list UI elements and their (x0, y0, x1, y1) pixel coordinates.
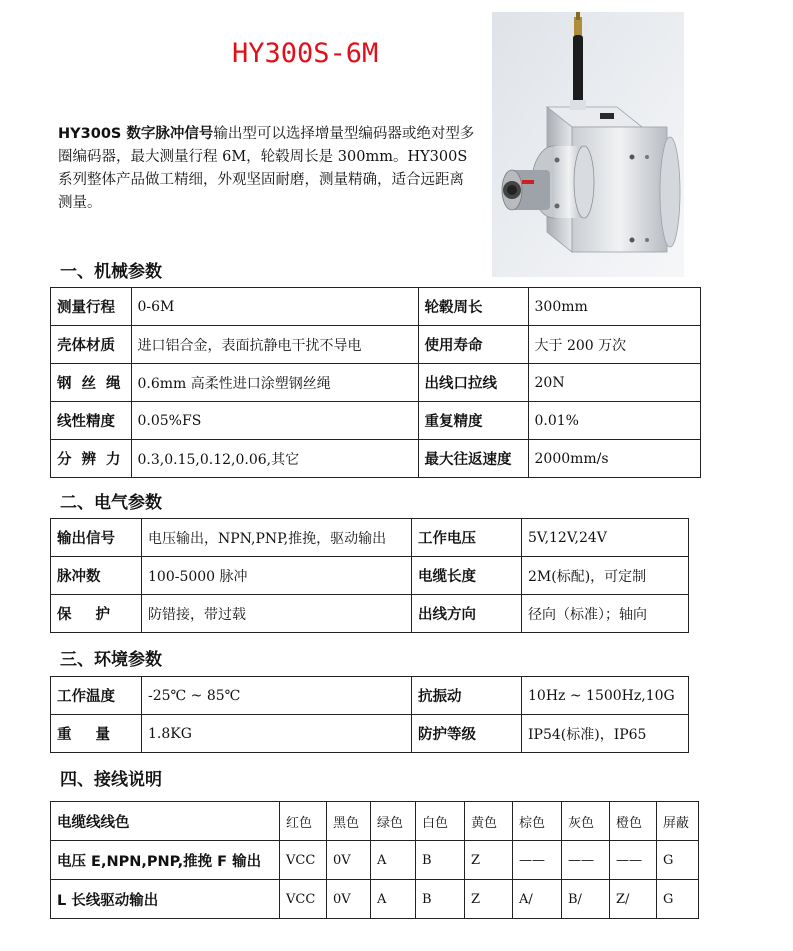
cell-value: G (657, 841, 699, 880)
cell-color: 黄色 (465, 802, 513, 841)
cell-label: 壳体材质 (51, 326, 132, 364)
cell-label: 分辨力 (51, 440, 132, 478)
cell-color: 灰色 (562, 802, 610, 841)
cell-value: 0-6M (131, 288, 418, 326)
cell-value: 0.6mm 高柔性进口涂塑钢丝绳 (131, 364, 418, 402)
wiring-table (50, 801, 699, 919)
cell-value: 5V,12V,24V (522, 519, 689, 557)
mechanical-table (50, 287, 701, 478)
cell-value: 径向（标准）；轴向 (522, 595, 689, 633)
cell-value: 0V (327, 841, 371, 880)
section-electrical: 二、电气参数 (60, 493, 162, 513)
cell-value: —— (513, 841, 562, 880)
cell-label: 重复精度 (418, 402, 528, 440)
table-row (51, 715, 689, 753)
cell-label: 输出信号 (51, 519, 142, 557)
electrical-table (50, 518, 689, 633)
intro-bold: HY300S 数字脉冲信号 (58, 126, 214, 142)
table-row (51, 802, 699, 841)
cell-value: VCC (280, 880, 327, 919)
cell-value: Z (465, 880, 513, 919)
cell-value: 300mm (528, 288, 700, 326)
cell-label: 脉冲数 (51, 557, 142, 595)
cell-value: 2M(标配)，可定制 (522, 557, 689, 595)
table-row (51, 841, 699, 880)
product-photo (492, 12, 684, 277)
cell-value: 10Hz ~ 1500Hz,10G (522, 677, 689, 715)
table-row (51, 364, 701, 402)
cell-label: 使用寿命 (418, 326, 528, 364)
cell-value: IP54(标准)，IP65 (522, 715, 689, 753)
cell-label: 钢丝绳 (51, 364, 132, 402)
cell-label: 出线方向 (412, 595, 522, 633)
cell-color: 屏蔽 (657, 802, 699, 841)
cell-value: G (657, 880, 699, 919)
cell-label: L 长线驱动输出 (51, 880, 280, 919)
cell-label: 轮毂周长 (418, 288, 528, 326)
table-row (51, 595, 689, 633)
cell-value: 电压输出，NPN,PNP,推挽，驱动输出 (142, 519, 412, 557)
cell-label: 电缆线线色 (51, 802, 280, 841)
cell-value: 100-5000 脉冲 (142, 557, 412, 595)
cell-color: 黑色 (327, 802, 371, 841)
cell-value: 防错接，带过载 (142, 595, 412, 633)
cell-label: 电压 E,NPN,PNP,推挽 F 输出 (51, 841, 280, 880)
section-wiring: 四、接线说明 (60, 770, 162, 790)
cell-label: 工作电压 (412, 519, 522, 557)
page-title: HY300S-6M (232, 38, 379, 69)
cell-value: 0V (327, 880, 371, 919)
cell-color: 绿色 (371, 802, 416, 841)
cell-value: 0.05%FS (131, 402, 418, 440)
cell-value: Z/ (610, 880, 657, 919)
cell-value: B (416, 841, 465, 880)
cell-value: 进口铝合金，表面抗静电干扰不导电 (131, 326, 418, 364)
cell-value: -25℃ ~ 85℃ (142, 677, 412, 715)
table-row (51, 402, 701, 440)
cell-color: 白色 (416, 802, 465, 841)
cell-color: 红色 (280, 802, 327, 841)
table-row (51, 677, 689, 715)
table-row (51, 557, 689, 595)
cell-label: 重量 (51, 715, 142, 753)
cell-value: VCC (280, 841, 327, 880)
cell-value: A (371, 841, 416, 880)
cell-label: 工作温度 (51, 677, 142, 715)
cell-value: 2000mm/s (528, 440, 700, 478)
cell-color: 橙色 (610, 802, 657, 841)
cell-value: 20N (528, 364, 700, 402)
cell-value: 0.01% (528, 402, 700, 440)
cell-value: 大于 200 万次 (528, 326, 700, 364)
cell-value: B (416, 880, 465, 919)
table-row (51, 326, 701, 364)
table-row (51, 288, 701, 326)
cell-value: A (371, 880, 416, 919)
table-row (51, 519, 689, 557)
cell-value: —— (562, 841, 610, 880)
section-mechanical: 一、机械参数 (60, 262, 162, 282)
cell-color: 棕色 (513, 802, 562, 841)
cell-label: 保护 (51, 595, 142, 633)
cell-value: A/ (513, 880, 562, 919)
table-row (51, 880, 699, 919)
cell-value: 1.8KG (142, 715, 412, 753)
cell-label: 线性精度 (51, 402, 132, 440)
cell-value: 0.3,0.15,0.12,0.06,其它 (131, 440, 418, 478)
section-environment: 三、环境参数 (60, 650, 162, 670)
table-row (51, 440, 701, 478)
cell-label: 防护等级 (412, 715, 522, 753)
cell-label: 最大往返速度 (418, 440, 528, 478)
environment-table (50, 676, 689, 753)
cell-value: B/ (562, 880, 610, 919)
cell-label: 电缆长度 (412, 557, 522, 595)
intro-paragraph (58, 123, 478, 215)
cell-value: —— (610, 841, 657, 880)
cell-label: 测量行程 (51, 288, 132, 326)
intro-text: 输出型可以选择增量型编码器或绝对型多圈编码器，最大测量行程 6M，轮毂周长是 300mm。HY300S 系列整体产品做工精细，外观坚固耐磨，测量精确，适合远距离测量。 (58, 126, 475, 211)
cell-label: 抗振动 (412, 677, 522, 715)
cell-label: 出线口拉线 (418, 364, 528, 402)
cell-value: Z (465, 841, 513, 880)
